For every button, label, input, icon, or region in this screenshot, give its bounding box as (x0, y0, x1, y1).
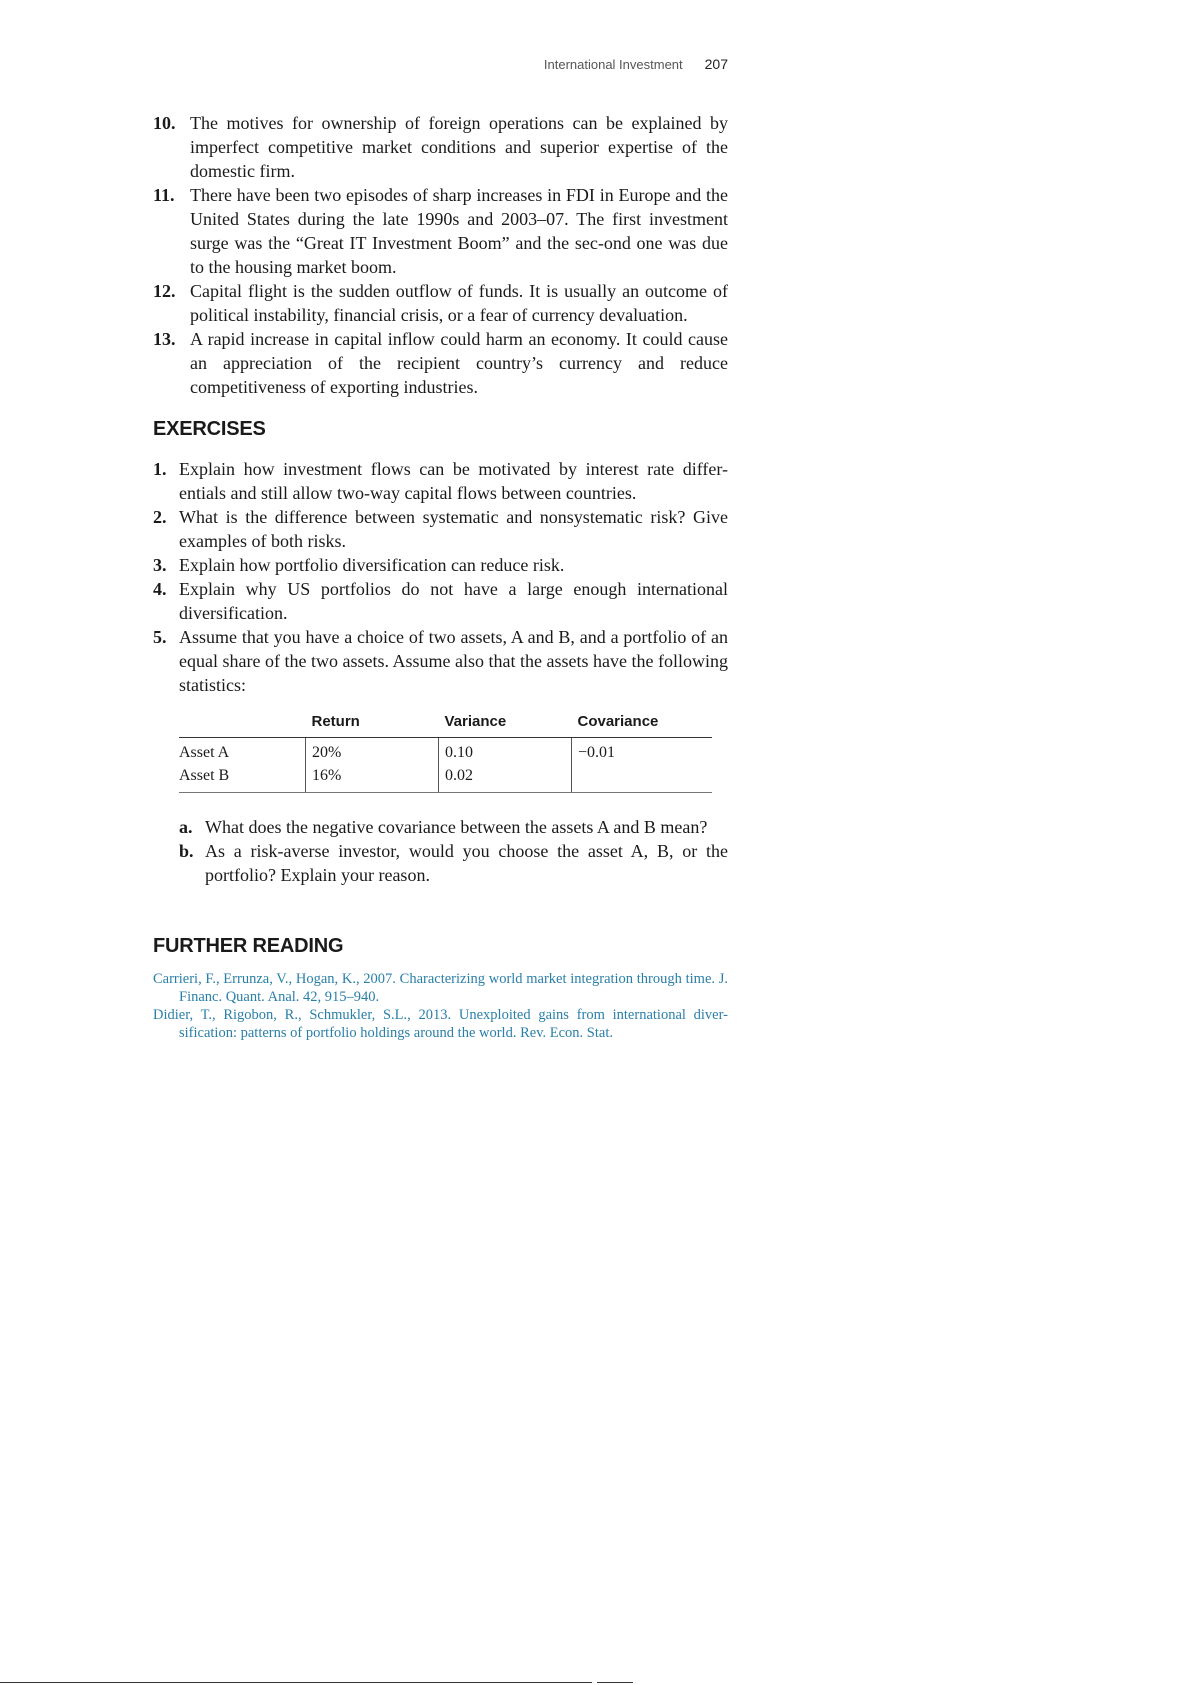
item-number: 5. (153, 627, 167, 647)
table-cell: 0.10 (439, 738, 572, 766)
item-number: 10. (153, 113, 176, 133)
item-text: What is the difference between systematic and nonsystematic risk? Give examples of both risks. (179, 507, 728, 551)
reference-entry[interactable]: Carrieri, F., Errunza, V., Hogan, K., 2007. Characterizing world market integration through time. J. Financ. Quant. Anal. 42, 915–940. (153, 971, 728, 1005)
table-header-cell: Variance (439, 708, 572, 738)
table-cell: 16% (306, 765, 439, 793)
item-text: Explain how portfolio diversification can reduce risk. (179, 555, 565, 575)
item-number: 12. (153, 281, 176, 301)
table-header-cell (179, 708, 306, 738)
further-reading-heading: FURTHER READING (153, 935, 344, 957)
sub-question-list (179, 815, 728, 887)
exercise-item (153, 553, 728, 577)
crop-mark-line (0, 1682, 592, 1683)
item-text: As a risk-averse investor, would you choose the asset A, B, or the portfolio? Explain your reason. (205, 841, 728, 885)
table-header-cell: Return (306, 708, 439, 738)
sub-question-item (179, 839, 728, 887)
table-cell: 20% (306, 738, 439, 766)
table-header-cell: Covariance (572, 708, 713, 738)
item-number: 1. (153, 459, 167, 479)
exercises-heading: EXERCISES (153, 418, 266, 440)
running-title: International Investment (543, 57, 683, 72)
item-text: Capital flight is the sudden outflow of funds. It is usually an outcome of political instability, financial crisis, or a fear of currency devaluation. (190, 281, 728, 325)
item-text: The motives for ownership of foreign operations can be explained by imperfect competitive market conditions and superior expertise of the domestic firm. (190, 113, 728, 181)
item-text: Explain how investment flows can be motivated by interest rate differ-entials and still allow two-way capital flows between countries. (179, 459, 728, 503)
exercise-item (153, 577, 728, 625)
item-letter: a. (179, 817, 193, 837)
exercises-list (153, 457, 728, 697)
page-number: 207 (704, 56, 728, 72)
item-number: 13. (153, 329, 176, 349)
running-header (544, 56, 728, 72)
summary-list (153, 111, 728, 399)
asset-statistics-table (179, 708, 712, 793)
summary-item (153, 327, 728, 399)
item-number: 11. (153, 185, 175, 205)
item-text: A rapid increase in capital inflow could harm an economy. It could cause an appreciation of the recipient country’s currency and reduce competitiveness of exporting industries. (190, 329, 728, 397)
item-text: Explain why US portfolios do not have a large enough international diversification. (179, 579, 728, 623)
item-number: 4. (153, 579, 167, 599)
table-row (179, 765, 712, 793)
table-row (179, 738, 712, 766)
item-text: What does the negative covariance between the assets A and B mean? (205, 817, 708, 837)
sub-question-item (179, 815, 728, 839)
table-cell: −0.01 (572, 738, 713, 766)
crop-mark-line (597, 1682, 633, 1683)
item-text: There have been two episodes of sharp increases in FDI in Europe and the United States during the late 1990s and 2003–07. The first investment surge was the “Great IT Investment Boom” and the sec-ond one was due to the housing market boom. (190, 185, 728, 277)
summary-item (153, 279, 728, 327)
item-number: 3. (153, 555, 167, 575)
summary-item (153, 183, 728, 279)
item-letter: b. (179, 841, 194, 861)
table-cell: Asset B (179, 765, 306, 793)
table-header-row (179, 708, 712, 738)
table-cell: Asset A (179, 744, 230, 761)
exercise-item (153, 625, 728, 697)
exercise-item (153, 457, 728, 505)
exercise-item (153, 505, 728, 553)
reference-list (153, 970, 728, 1042)
item-number: 2. (153, 507, 167, 527)
table-cell (572, 765, 713, 793)
table-cell: 0.02 (439, 765, 572, 793)
summary-item (153, 111, 728, 183)
reference-entry[interactable]: Didier, T., Rigobon, R., Schmukler, S.L., 2013. Unexploited gains from international diver-sification: patterns of portfolio holdings around the world. Rev. Econ. Stat. (153, 1007, 728, 1041)
item-text: Assume that you have a choice of two assets, A and B, and a portfolio of an equal share of the two assets. Assume also that the assets have the following statistics: (179, 627, 728, 695)
